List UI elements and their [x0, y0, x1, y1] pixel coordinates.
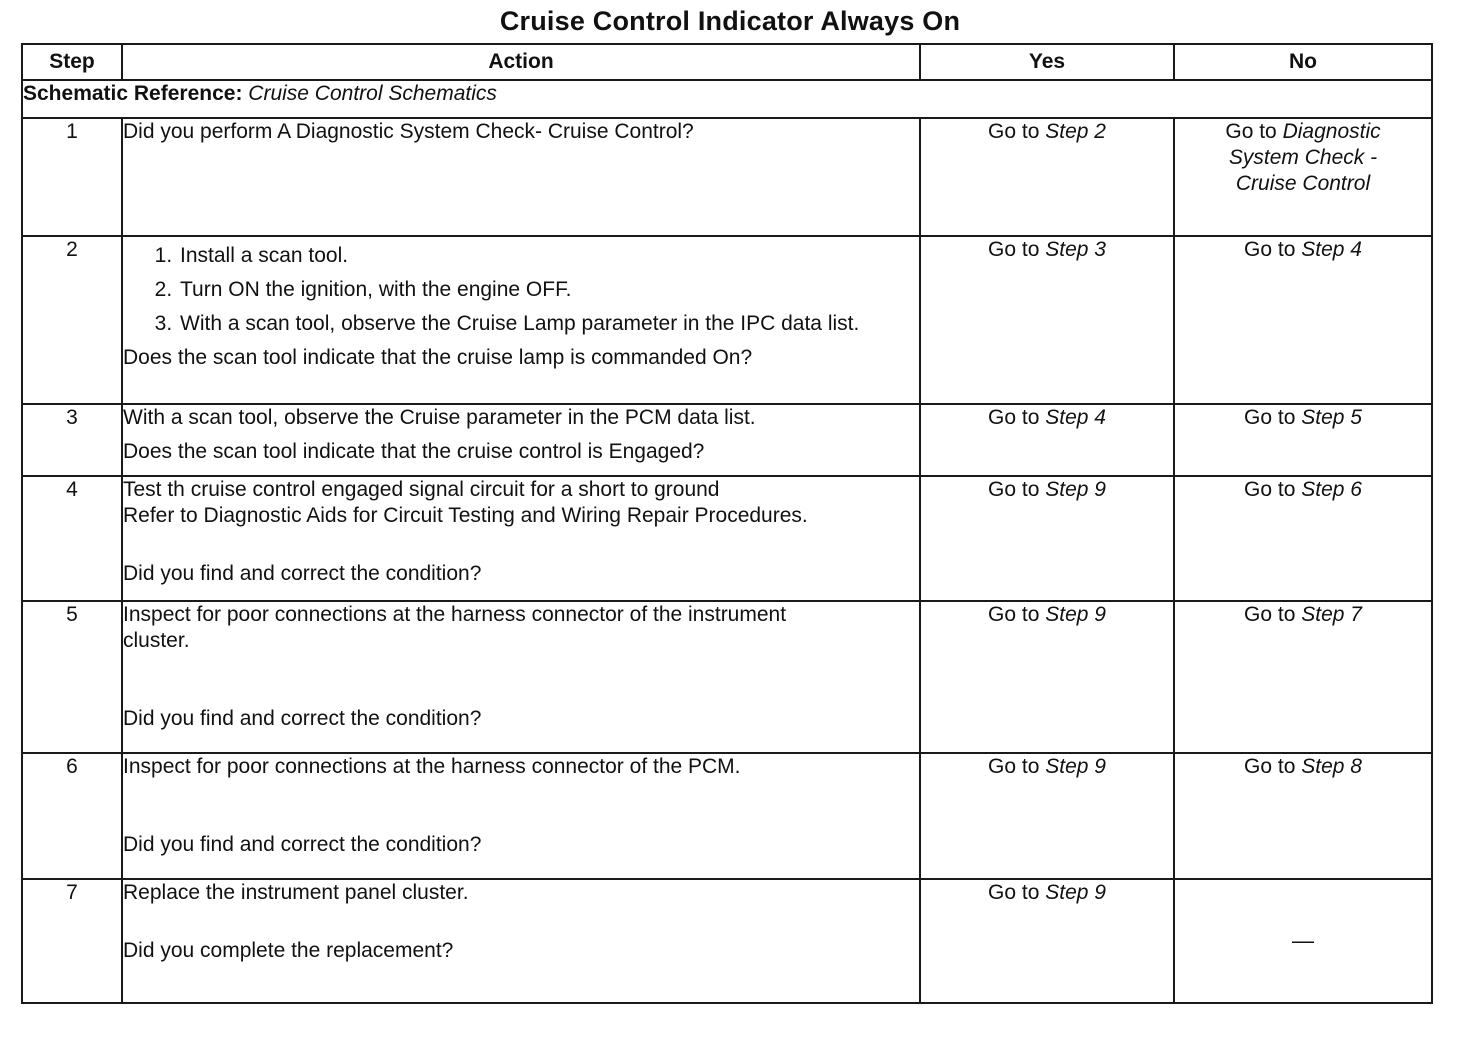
header-yes: Yes [920, 44, 1174, 80]
yes-step-link[interactable]: Step 4 [1045, 406, 1106, 429]
no-cell [1174, 476, 1432, 601]
action-text: Inspect for poor connections at the harness connector of the instrument cluster. [123, 603, 787, 652]
goto-prefix: Go to [988, 881, 1040, 904]
yes-cell [920, 753, 1174, 879]
yes-cell [920, 118, 1174, 236]
schematic-reference [22, 80, 1432, 118]
table-row [22, 236, 1432, 404]
no-cell [1174, 404, 1432, 476]
goto-prefix: Go to [1244, 478, 1296, 501]
no-cell [1174, 118, 1432, 236]
action-list-item: 1. Install a scan tool. [178, 243, 919, 269]
goto-prefix: Go to [988, 406, 1040, 429]
action-cell [122, 476, 920, 601]
action-list [123, 243, 919, 337]
goto-prefix: Go to [988, 755, 1040, 778]
action-cell [122, 879, 920, 1003]
schematic-reference-row [22, 80, 1432, 118]
yes-step-link[interactable]: Step 9 [1045, 755, 1106, 778]
action-list-item: 3. With a scan tool, observe the Cruise Lamp parameter in the IPC data list. [178, 311, 919, 337]
action-cell [122, 753, 920, 879]
no-cell [1174, 753, 1432, 879]
action-question: Did you find and correct the condition? [123, 707, 482, 730]
header-row [22, 44, 1432, 80]
action-question: Did you find and correct the condition? [123, 562, 482, 585]
no-link-line: Cruise Control [1235, 172, 1371, 195]
yes-step-link[interactable]: Step 3 [1045, 238, 1106, 261]
yes-cell [920, 236, 1174, 404]
action-question: Does the scan tool indicate that the cruise control is Engaged? [123, 440, 705, 463]
header-no: No [1174, 44, 1432, 80]
yes-cell [920, 879, 1174, 1003]
goto-prefix: Go to [988, 238, 1040, 261]
yes-step-link[interactable]: Step 9 [1045, 603, 1106, 626]
action-list-item: 2. Turn ON the ignition, with the engine OFF. [178, 277, 919, 303]
action-cell [122, 404, 920, 476]
schematic-reference-link[interactable]: Cruise Control Schematics [248, 82, 497, 105]
table-row [22, 601, 1432, 753]
no-cell [1174, 879, 1432, 1003]
no-link-line: Diagnostic [1282, 120, 1381, 143]
yes-cell [920, 404, 1174, 476]
action-question: Did you find and correct the condition? [123, 833, 482, 856]
goto-prefix: Go to [988, 120, 1040, 143]
no-cell [1174, 601, 1432, 753]
step-number: 1 [22, 118, 122, 236]
yes-cell [920, 476, 1174, 601]
yes-step-link[interactable]: Step 2 [1045, 120, 1106, 143]
page-title: Cruise Control Indicator Always On [499, 6, 961, 36]
action-cell [122, 236, 920, 404]
step-number: 5 [22, 601, 122, 753]
goto-prefix: Go to [1244, 603, 1296, 626]
header-action: Action [122, 44, 920, 80]
action-text: Refer to Diagnostic Aids for Circuit Testing and Wiring Repair Procedures. [123, 504, 808, 527]
action-text: Inspect for poor connections at the harness connector of the PCM. [123, 755, 741, 778]
action-text: Did you perform A Diagnostic System Check- Cruise Control? [123, 120, 694, 143]
step-number: 3 [22, 404, 122, 476]
action-text: Test th cruise control engaged signal circuit for a short to ground [123, 478, 720, 501]
step-number: 2 [22, 236, 122, 404]
goto-prefix: Go to [1244, 406, 1296, 429]
yes-cell [920, 601, 1174, 753]
table-row [22, 118, 1432, 236]
goto-prefix: Go to [1244, 238, 1296, 261]
goto-prefix: Go to [988, 478, 1040, 501]
goto-prefix: Go to [1225, 120, 1277, 143]
table-row [22, 476, 1432, 601]
no-link-line: System Check - [1228, 146, 1378, 169]
table-row [22, 404, 1432, 476]
action-question: Does the scan tool indicate that the cruise lamp is commanded On? [123, 346, 753, 369]
action-text: With a scan tool, observe the Cruise parameter in the PCM data list. [123, 406, 756, 429]
step-number: 4 [22, 476, 122, 601]
diagnostic-table [21, 43, 1433, 1004]
action-question: Did you complete the replacement? [123, 939, 454, 962]
table-row [22, 879, 1432, 1003]
schematic-reference-label: Schematic Reference: [23, 82, 243, 105]
yes-step-link[interactable]: Step 9 [1045, 478, 1106, 501]
no-action-dash: — [1292, 927, 1314, 953]
step-number: 6 [22, 753, 122, 879]
no-step-link[interactable]: Step 7 [1301, 603, 1362, 626]
header-step: Step [22, 44, 122, 80]
yes-step-link[interactable]: Step 9 [1045, 881, 1106, 904]
no-cell [1174, 236, 1432, 404]
action-cell [122, 601, 920, 753]
action-text: Replace the instrument panel cluster. [123, 881, 469, 904]
no-step-link[interactable]: Step 8 [1301, 755, 1362, 778]
no-step-link[interactable]: Step 5 [1301, 406, 1362, 429]
goto-prefix: Go to [988, 603, 1040, 626]
table-row [22, 753, 1432, 879]
step-number: 7 [22, 879, 122, 1003]
goto-prefix: Go to [1244, 755, 1296, 778]
no-step-link[interactable]: Step 6 [1301, 478, 1362, 501]
action-cell [122, 118, 920, 236]
no-step-link[interactable]: Step 4 [1301, 238, 1362, 261]
